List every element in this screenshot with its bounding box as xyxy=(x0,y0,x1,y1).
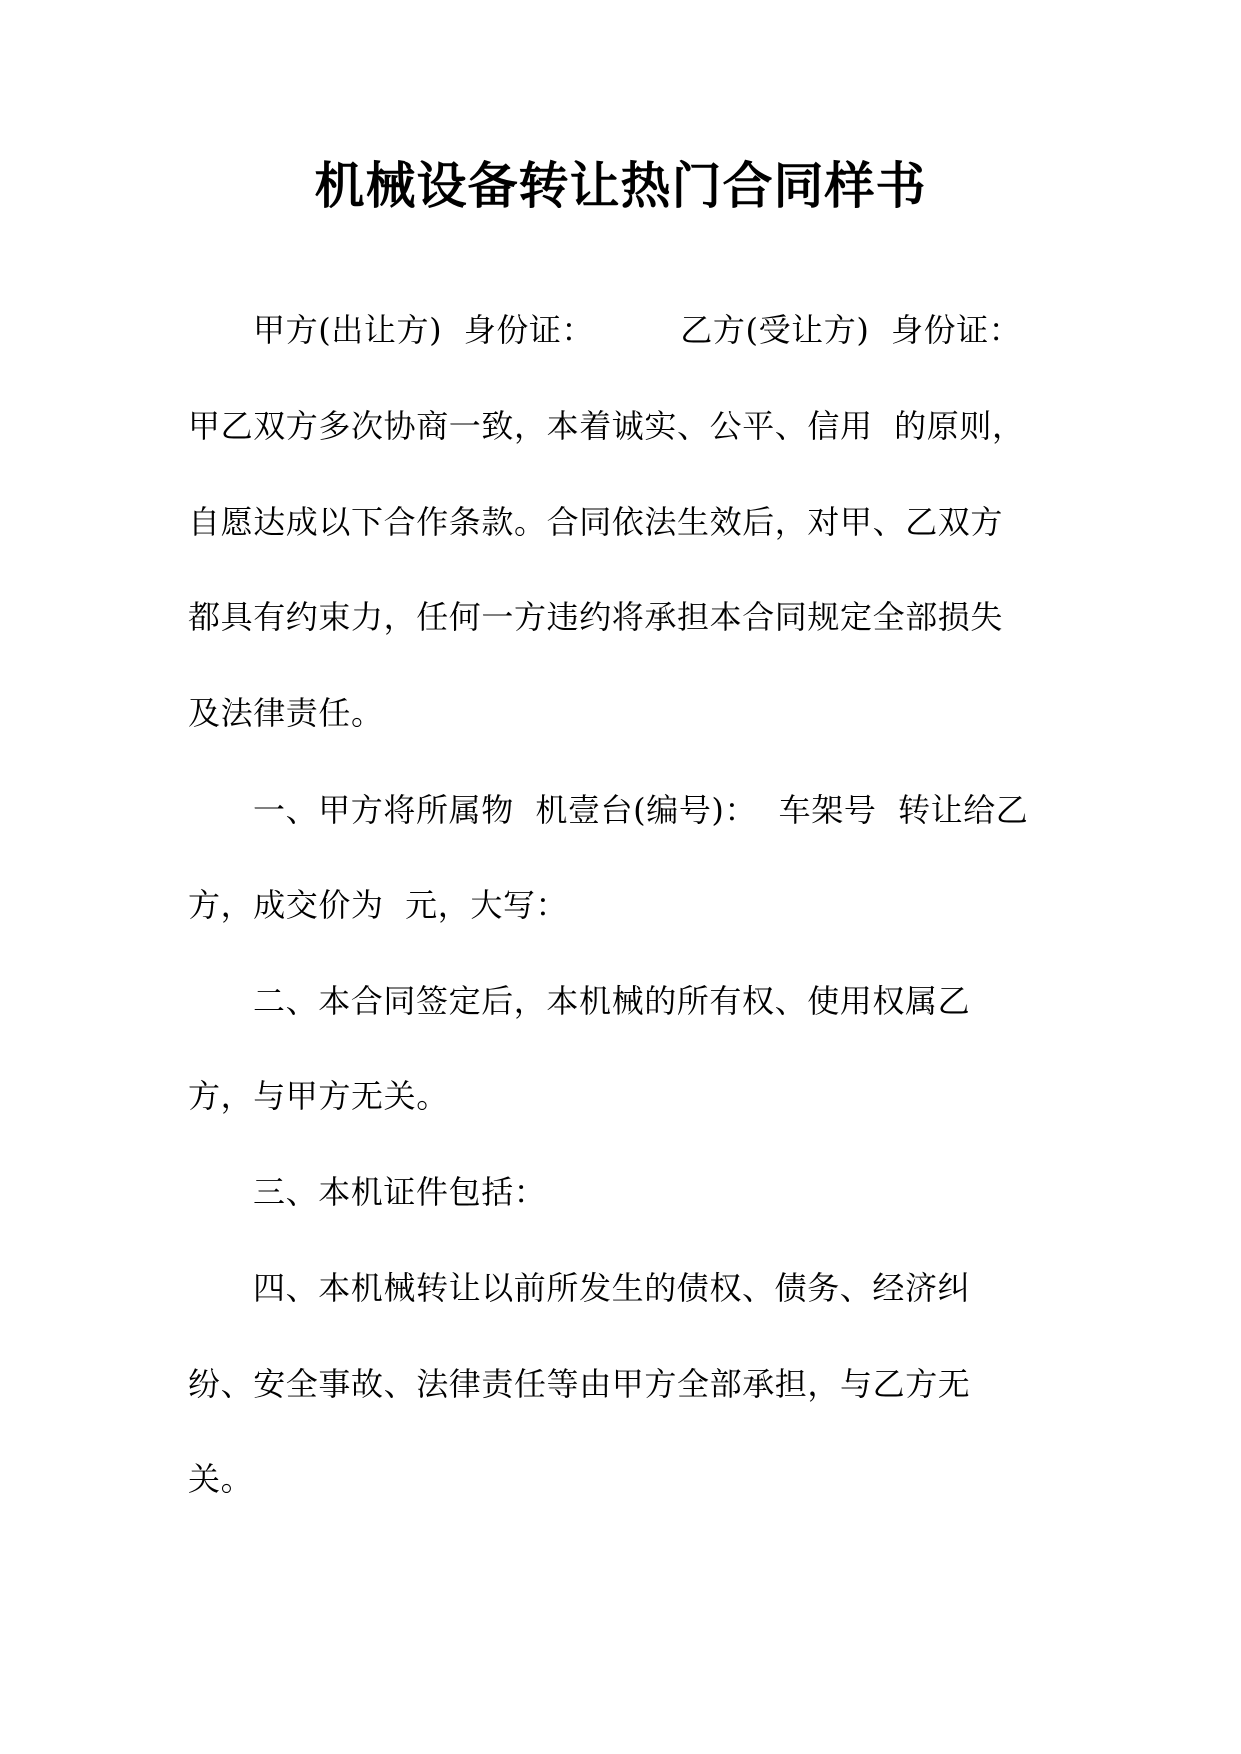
preamble-line-4: 及法律责任。 xyxy=(188,694,384,732)
clause-2-line-1: 二、本合同签定后，本机械的所有权、使用权属乙 xyxy=(253,982,971,1020)
clause-4-line-2: 纷、安全事故、法律责任等由甲方全部承担，与乙方无 xyxy=(188,1365,971,1403)
clause-3-line-1: 三、本机证件包括： xyxy=(253,1173,547,1211)
clause-1-line-1: 一、甲方将所属物 机壹台(编号)： 车架号 转让给乙 xyxy=(253,791,1029,829)
preamble-line-3: 都具有约束力，任何一方违约将承担本合同规定全部损失 xyxy=(188,598,1004,636)
clause-4-line-1: 四、本机械转让以前所发生的债权、债务、经济纠 xyxy=(253,1269,971,1307)
document-title: 机械设备转让热门合同样书 xyxy=(314,156,927,215)
clause-4-line-3: 关。 xyxy=(188,1460,254,1498)
clause-1-line-2: 方，成交价为 元，大写： xyxy=(188,886,569,924)
preamble-line-2: 自愿达成以下合作条款。合同依法生效后，对甲、乙双方 xyxy=(188,503,1004,541)
preamble-line-1: 甲乙双方多次协商一致，本着诚实、公平、信用 的原则， xyxy=(188,407,1025,445)
clause-2-line-2: 方，与甲方无关。 xyxy=(188,1077,449,1115)
party-identity-line: 甲方(出让方) 身份证： 乙方(受让方) 身份证： xyxy=(253,311,1022,349)
